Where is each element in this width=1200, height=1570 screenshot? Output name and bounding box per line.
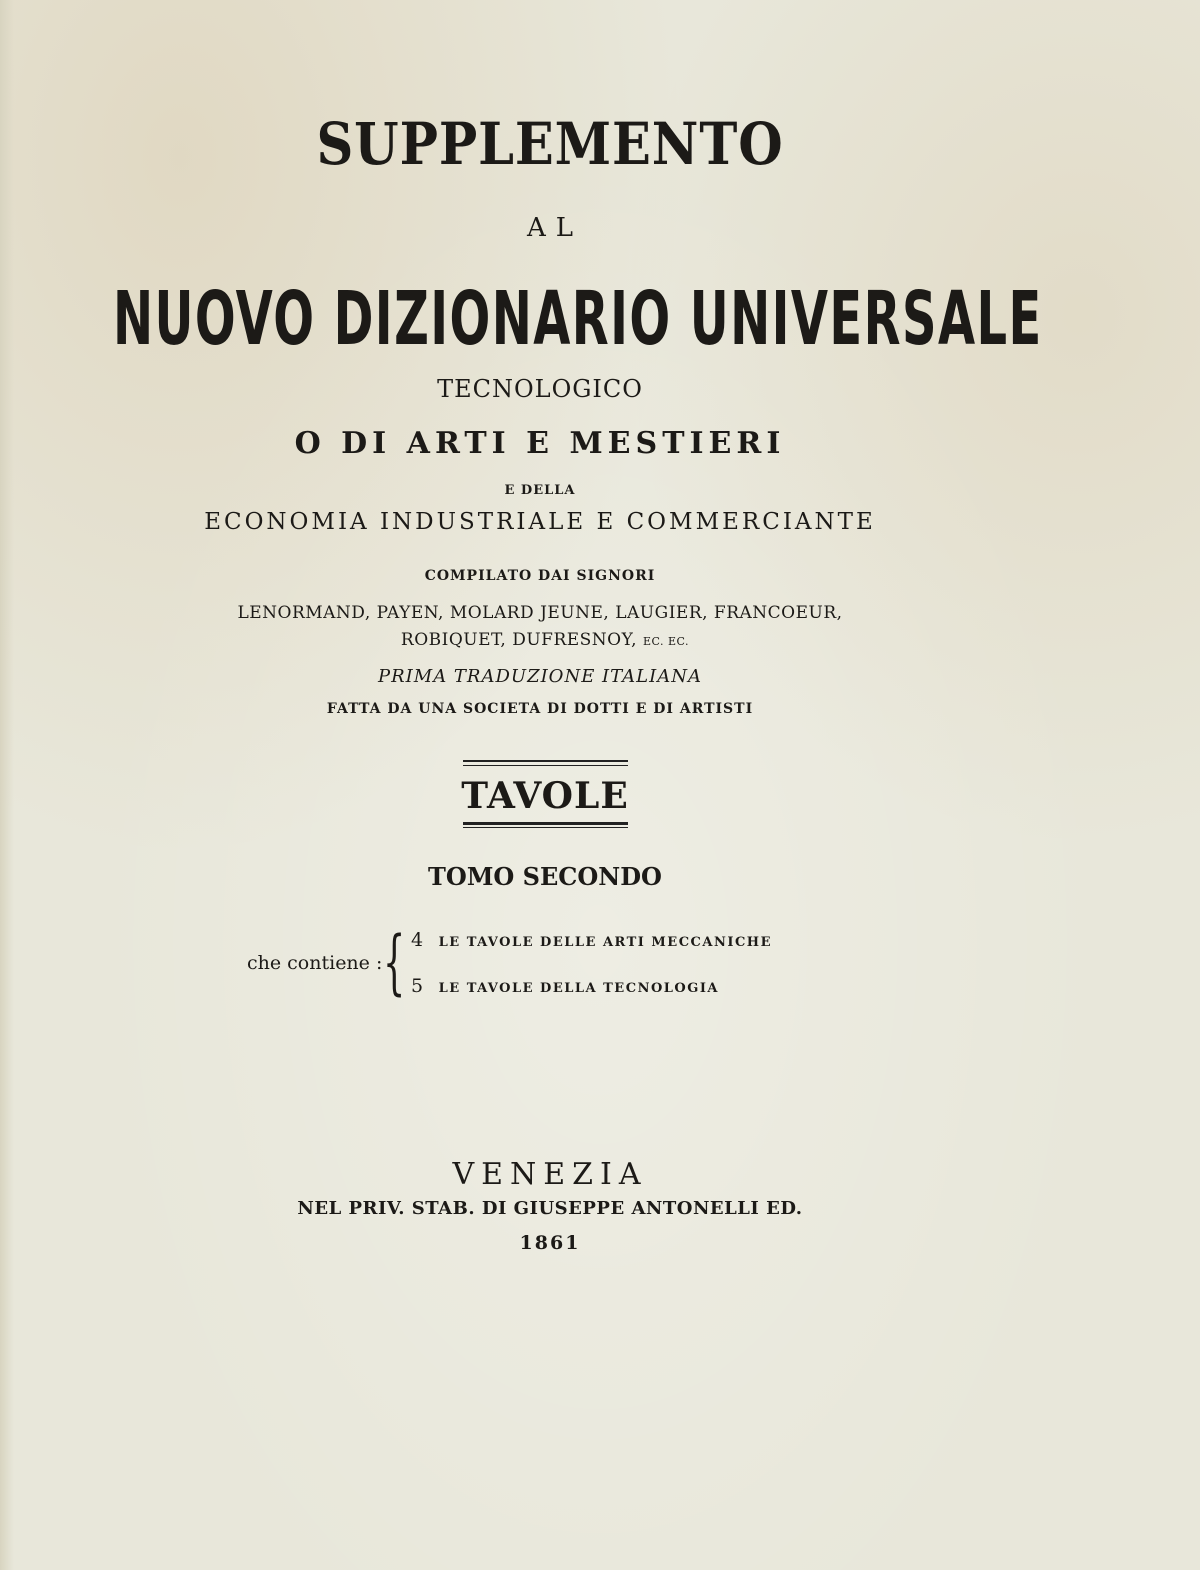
contents-item-text: LE TAVOLE DELLE ARTI MECCANICHE	[438, 935, 772, 950]
divider-bottom	[463, 822, 628, 828]
publisher-line: NEL PRIV. STAB. DI GIUSEPPE ANTONELLI ED.	[297, 1198, 803, 1219]
year-line: 1861	[519, 1232, 581, 1254]
main-title: NUOVO DIZIONARIO UNIVERSALE	[112, 276, 1043, 362]
contents-block	[247, 921, 847, 1005]
tomo-line: TOMO SECONDO	[428, 862, 662, 891]
fatta-da-line: FATTA DA UNA SOCIETA DI DOTTI E DI ARTISTI	[326, 701, 754, 717]
contents-label: che contiene :	[247, 952, 383, 974]
brace-icon: {	[383, 921, 406, 1003]
authors-line-2-names: ROBIQUET, DUFRESNOY,	[400, 630, 638, 650]
contents-item	[411, 975, 719, 997]
authors-line-1: LENORMAND, PAYEN, MOLARD JEUNE, LAUGIER, FRANCOEUR,	[237, 603, 843, 623]
contents-item-number: 5	[411, 975, 425, 997]
al-line: AL	[526, 213, 584, 243]
supplemento-heading: SUPPLEMENTO	[316, 110, 784, 178]
e-della-line: E DELLA	[504, 483, 576, 498]
authors-ecc: EC. EC.	[642, 635, 690, 648]
economia-line: ECONOMIA INDUSTRIALE E COMMERCIANTE	[204, 509, 876, 535]
tecnologico-line: TECNOLOGICO	[437, 375, 643, 403]
contents-item-text: LE TAVOLE DELLA TECNOLOGIA	[438, 981, 720, 996]
contents-item	[411, 929, 772, 951]
arti-mestieri-line: O DI ARTI E MESTIERI	[294, 426, 786, 461]
contents-item-number: 4	[411, 929, 425, 951]
tavole-heading: TAVOLE	[461, 775, 629, 817]
authors-line-2	[0, 630, 1145, 650]
city-line: VENEZIA	[452, 1157, 648, 1192]
divider-top	[463, 760, 628, 766]
prima-traduzione-line: PRIMA TRADUZIONE ITALIANA	[377, 666, 702, 687]
compilato-line: COMPILATO DAI SIGNORI	[424, 568, 656, 584]
